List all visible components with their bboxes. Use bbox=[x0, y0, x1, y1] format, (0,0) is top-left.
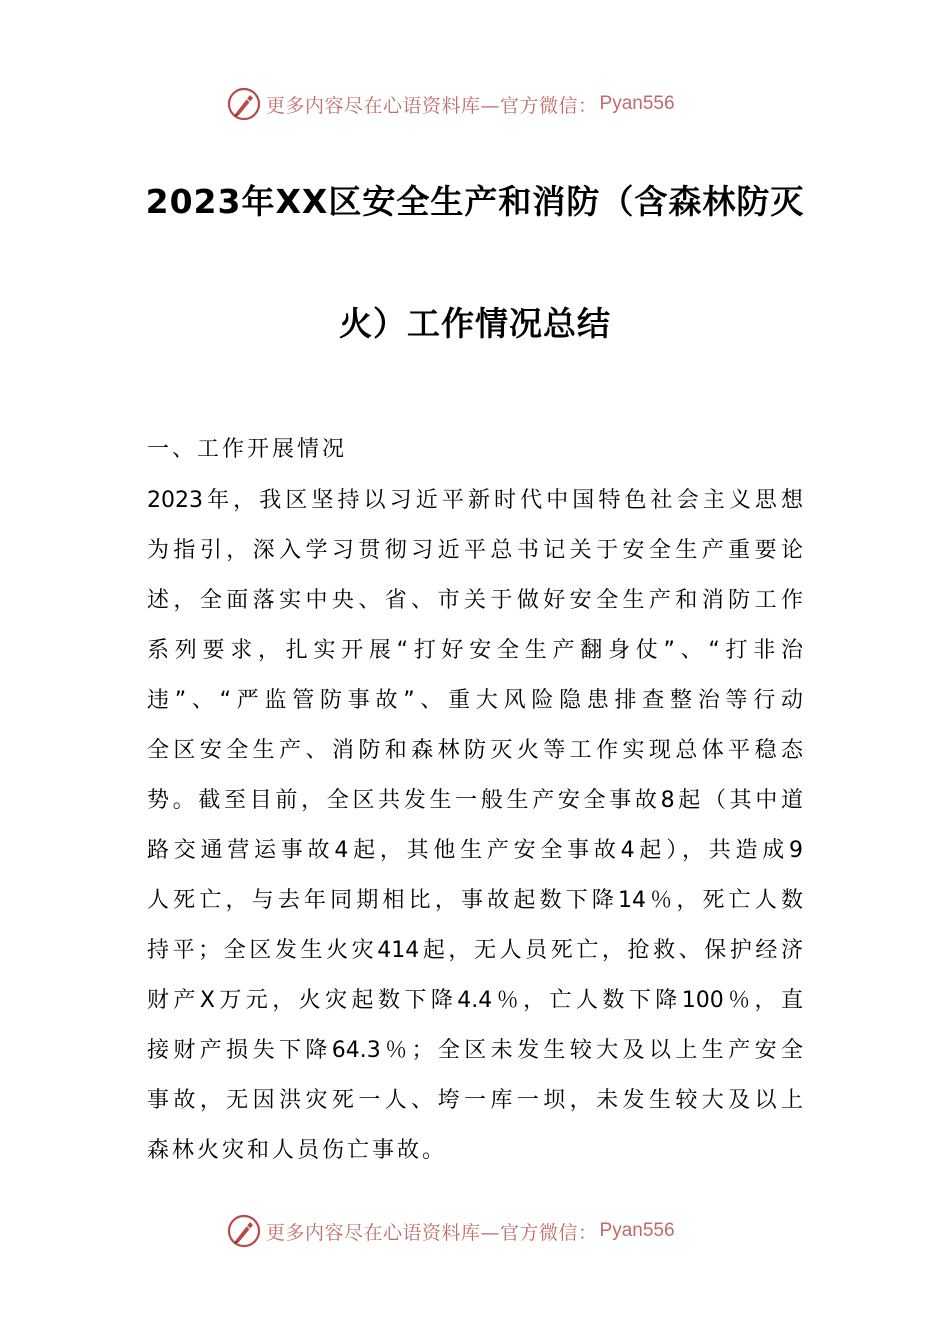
paragraph-line: 违”、“严监管防事故”、重大风险隐患排查整治等行动 bbox=[147, 688, 803, 713]
pen-logo-icon bbox=[226, 1213, 262, 1249]
paragraph-line: 财产X万元，火灾起数下降4.4％，亡人数下降100％，直 bbox=[147, 988, 803, 1013]
watermark-wechat-id: Pyan556 bbox=[599, 1220, 675, 1241]
paragraph-line: 持平；全区发生火灾414起，无人员死亡，抢救、保护经济 bbox=[147, 938, 803, 963]
watermark-text: 更多内容尽在心语资料库—官方微信： bbox=[266, 94, 598, 117]
paragraph-line: 为指引，深入学习贯彻习近平总书记关于安全生产重要论 bbox=[147, 538, 803, 563]
paragraph-line: 森林火灾和人员伤亡事故。 bbox=[147, 1138, 448, 1163]
pen-logo-icon bbox=[226, 86, 262, 122]
paragraph-line: 全区安全生产、消防和森林防灭火等工作实现总体平稳态 bbox=[147, 738, 803, 763]
paragraph-line: 人死亡，与去年同期相比，事故起数下降14％，死亡人数 bbox=[147, 888, 803, 913]
paragraph-line: 接财产损失下降64.3％；全区未发生较大及以上生产安全 bbox=[147, 1038, 803, 1063]
paragraph-line: 系列要求，扎实开展“打好安全生产翻身仗”、“打非治 bbox=[147, 638, 803, 663]
section-heading: 一、工作开展情况 bbox=[147, 437, 348, 462]
paragraph-line: 路交通营运事故4起，其他生产安全事故4起），共造成9 bbox=[147, 838, 803, 863]
watermark-wechat-id: Pyan556 bbox=[599, 93, 675, 114]
paragraph-line: 事故，无因洪灾死一人、垮一库一坝，未发生较大及以上 bbox=[147, 1088, 803, 1113]
document-title-line-1: 2023年XX区安全生产和消防（含森林防灭 bbox=[145, 182, 805, 221]
watermark-top bbox=[226, 84, 675, 124]
document-title-line-2: 火）工作情况总结 bbox=[339, 304, 611, 343]
watermark-text: 更多内容尽在心语资料库—官方微信： bbox=[266, 1221, 598, 1244]
paragraph-line: 2023年，我区坚持以习近平新时代中国特色社会主义思想 bbox=[147, 488, 803, 513]
paragraph-line: 述，全面落实中央、省、市关于做好安全生产和消防工作 bbox=[147, 588, 803, 613]
watermark-bottom bbox=[226, 1211, 675, 1251]
paragraph-line: 势。截至目前，全区共发生一般生产安全事故8起（其中道 bbox=[147, 788, 803, 813]
